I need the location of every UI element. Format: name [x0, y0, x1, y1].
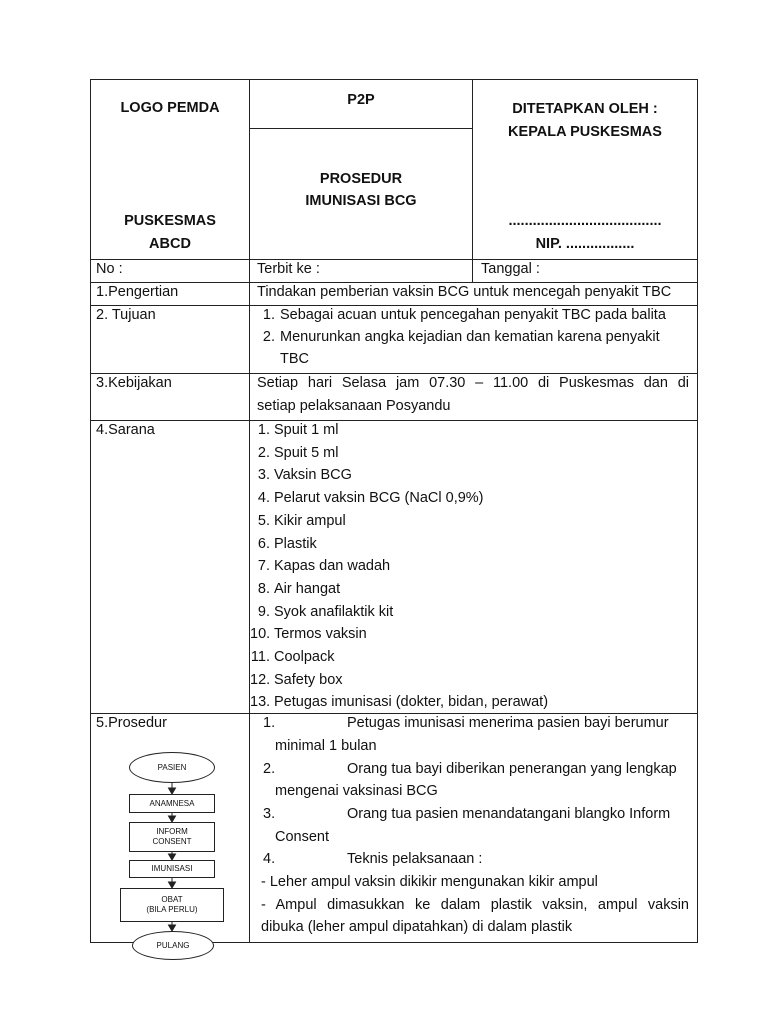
sarana-number-12: 12.: [250, 671, 271, 688]
sarana-item-3: Vaksin BCG: [274, 467, 352, 484]
flowchart-anamnesa-node: [129, 794, 215, 813]
prosedur-step-3-number: 3.: [263, 806, 276, 822]
sarana-number-4: 4.: [257, 490, 270, 507]
program-code: P2P: [347, 92, 375, 108]
prosedur-step-4-number: 4.: [263, 851, 276, 867]
prosedur-step-3-continued: Consent: [275, 829, 330, 845]
puskesmas-label: PUSKESMAS: [124, 213, 216, 229]
sarana-number-5: 5.: [257, 512, 270, 529]
prosedur-step-1-number: 1.: [263, 715, 276, 731]
kepala-puskesmas: KEPALA PUSKESMAS: [508, 124, 662, 140]
sarana-item-6: Plastik: [274, 535, 317, 552]
document-title-line2: IMUNISASI BCG: [305, 193, 417, 209]
flowchart-consent-label: CONSENT: [152, 837, 192, 846]
sarana-number-3: 3.: [257, 467, 270, 484]
flowchart-pasien-node: [129, 752, 215, 783]
sarana-label: 4.Sarana: [96, 422, 155, 438]
prosedur-label: 5.Prosedur: [96, 715, 167, 731]
sarana-number-13: 13.: [250, 694, 271, 711]
table-border-right: [697, 79, 698, 943]
flowchart-anamnesa-label: ANAMNESA: [149, 798, 195, 808]
prosedur-bullet-2-continued: dibuka (leher ampul dipatahkan) di dalam plastik: [261, 919, 573, 935]
terbit-field: Terbit ke :: [257, 261, 320, 277]
sarana-item-8: Air hangat: [274, 580, 341, 597]
flowchart-imunisasi-label: IMUNISASI: [151, 864, 193, 873]
prosedur-step-1-continued: minimal 1 bulan: [275, 738, 377, 754]
sarana-item-2: Spuit 5 ml: [274, 444, 339, 461]
logo-placeholder: LOGO PEMDA: [120, 100, 220, 116]
sarana-item-1: Spuit 1 ml: [274, 422, 339, 438]
flowchart-inform-label: INFORM: [156, 827, 188, 836]
sarana-number-1: 1.: [257, 422, 270, 438]
sarana-number-10: 10.: [250, 626, 271, 643]
sarana-item-11: Coolpack: [274, 649, 335, 665]
flowchart-bila-perlu-label: (BILA PERLU): [146, 905, 198, 914]
prosedur-step-2-text: Orang tua bayi diberikan penerangan yang lengkap: [347, 761, 677, 777]
kebijakan-label: 3.Kebijakan: [96, 375, 172, 391]
document-title-line1: PROSEDUR: [319, 171, 403, 187]
prosedur-bullet-1: - Leher ampul vaksin dikikir mengunakan kikir ampul: [261, 874, 598, 890]
flowchart-pulang-node: [132, 931, 214, 960]
flowchart-imunisasi-node: [129, 860, 215, 878]
tanggal-field: Tanggal :: [481, 261, 540, 277]
kebijakan-text-line2: setiap pelaksanaan Posyandu: [257, 398, 451, 414]
pengertian-text: Tindakan pemberian vaksin BCG untuk mencegah penyakit TBC: [257, 284, 672, 300]
prosedur-step-3-text: Orang tua pasien menandatangani blangko Inform: [347, 806, 671, 822]
sarana-number-11: 11.: [250, 649, 270, 665]
row-divider-meta: [90, 259, 697, 260]
sarana-item-7: Kapas dan wadah: [274, 558, 391, 575]
sarana-item-4: Pelarut vaksin BCG (NaCl 0,9%): [274, 490, 484, 507]
prosedur-step-2-continued: mengenai vaksinasi BCG: [275, 783, 438, 799]
flowchart-pulang-label: PULANG: [156, 940, 190, 950]
flowchart-inform-consent-node: [129, 822, 215, 852]
row-divider-sarana: [90, 420, 697, 421]
pengertian-label: 1.Pengertian: [96, 284, 179, 300]
tujuan-item-1: Sebagai acuan untuk pencegahan penyakit TBC pada balita: [280, 307, 666, 323]
signature-line: ......................................: [508, 213, 662, 229]
table-border-top: [90, 79, 697, 80]
sarana-item-13: Petugas imunisasi (dokter, bidan, perawat): [274, 694, 549, 711]
ditetapkan-oleh: DITETAPKAN OLEH :: [512, 101, 658, 117]
prosedur-step-4-text: Teknis pelaksanaan :: [347, 851, 483, 867]
kebijakan-text-line1: Setiap hari Selasa jam 07.30 – 11.00 di Puskesmas dan di: [257, 375, 689, 391]
header-divider-p2p: [249, 128, 472, 129]
sarana-item-12: Safety box: [274, 671, 343, 688]
tujuan-number-2: 2.: [262, 329, 275, 345]
tujuan-item-2: Menurunkan angka kejadian dan kematian karena penyakit: [280, 329, 660, 345]
sarana-number-7: 7.: [257, 558, 270, 575]
sarana-number-2: 2.: [257, 444, 270, 461]
prosedur-bullet-2: - Ampul dimasukkan ke dalam plastik vaksin, ampul vaksin: [261, 897, 689, 913]
tujuan-label: 2. Tujuan: [96, 307, 156, 323]
sarana-number-8: 8.: [257, 580, 270, 597]
sarana-item-9: Syok anafilaktik kit: [274, 603, 394, 620]
flowchart-pasien-label: PASIEN: [157, 762, 187, 772]
prosedur-step-2-number: 2.: [263, 761, 276, 777]
table-border-left: [90, 79, 91, 943]
sarana-item-10: Termos vaksin: [274, 626, 367, 643]
flowchart-obat-label: OBAT: [161, 895, 183, 904]
sarana-number-6: 6.: [257, 535, 270, 552]
sarana-item-5: Kikir ampul: [274, 512, 346, 529]
tujuan-number-1: 1.: [262, 307, 275, 323]
prosedur-step-1-text: Petugas imunisasi menerima pasien bayi berumur: [347, 715, 669, 731]
tujuan-item-2-continued: TBC: [280, 351, 309, 367]
nip-field: NIP. .................: [535, 236, 635, 252]
no-field: No :: [96, 261, 123, 277]
sarana-number-9: 9.: [257, 603, 270, 620]
puskesmas-name: ABCD: [149, 236, 191, 252]
flowchart-obat-node: [120, 888, 224, 922]
